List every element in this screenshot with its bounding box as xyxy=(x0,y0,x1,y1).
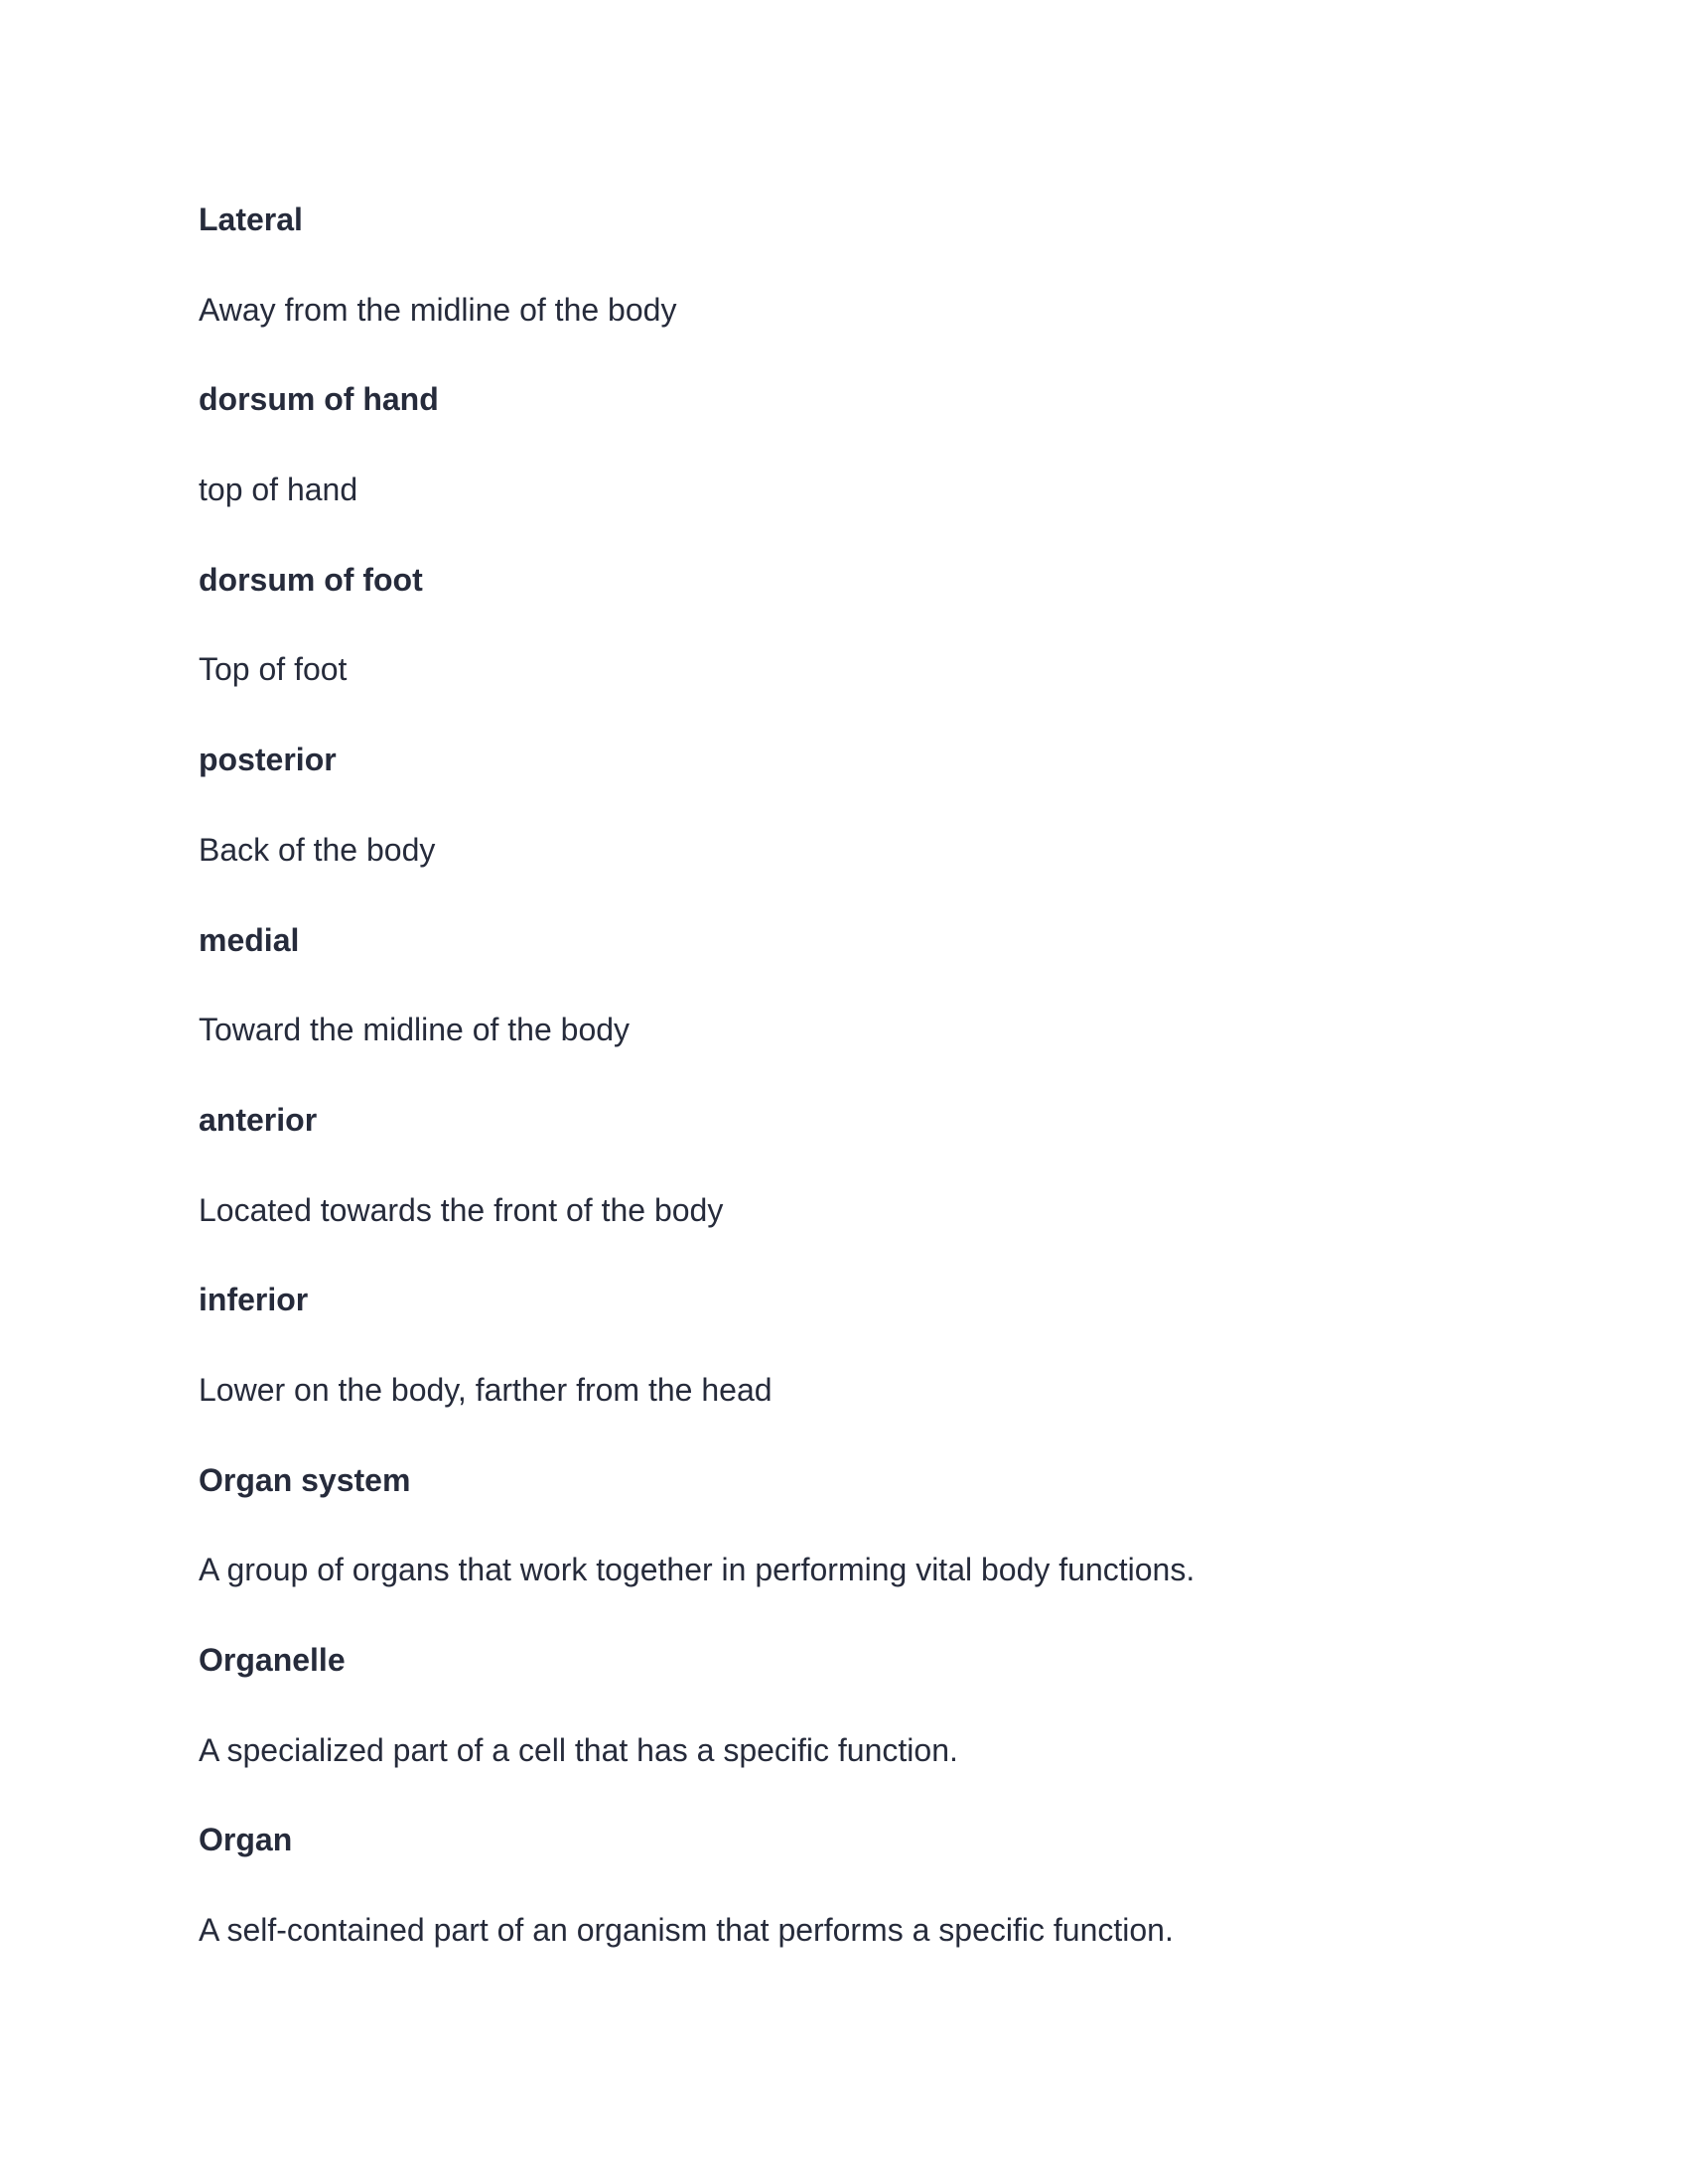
term: posterior xyxy=(199,742,337,778)
term: Organ xyxy=(199,1822,293,1858)
term: anterior xyxy=(199,1101,318,1138)
definition: A specialized part of a cell that has a specific function. xyxy=(199,1731,958,1768)
definition: Toward the midline of the body xyxy=(199,1012,631,1048)
glossary-page xyxy=(199,175,1489,1976)
glossary-entry-organelle xyxy=(199,1615,1489,1795)
definition: Lower on the body, farther from the head xyxy=(199,1371,773,1408)
term: inferior xyxy=(199,1282,309,1318)
term: Organ system xyxy=(199,1461,411,1498)
term: dorsum of foot xyxy=(199,561,423,598)
definition: top of hand xyxy=(199,472,358,508)
term: Organelle xyxy=(199,1642,346,1678)
term: dorsum of hand xyxy=(199,381,439,418)
glossary-entry-inferior xyxy=(199,1255,1489,1434)
term: Lateral xyxy=(199,202,303,237)
glossary-entry-dorsum-of-foot xyxy=(199,535,1489,715)
glossary-entry-posterior xyxy=(199,715,1489,894)
term: medial xyxy=(199,921,300,958)
glossary-entry-anterior xyxy=(199,1075,1489,1255)
definition: Away from the midline of the body xyxy=(199,291,677,328)
glossary-entry-dorsum-of-hand xyxy=(199,354,1489,534)
definition: Top of foot xyxy=(199,651,348,688)
glossary-entry-lateral xyxy=(199,175,1489,354)
definition: A group of organs that work together in performing vital body functions. xyxy=(199,1552,1196,1588)
definition: A self-contained part of an organism that performs a specific function. xyxy=(199,1912,1174,1949)
definition: Located towards the front of the body xyxy=(199,1191,724,1228)
glossary-entry-medial xyxy=(199,895,1489,1075)
glossary-entry-organ-system xyxy=(199,1435,1489,1615)
definition: Back of the body xyxy=(199,831,436,868)
glossary-entry-organ xyxy=(199,1795,1489,1975)
